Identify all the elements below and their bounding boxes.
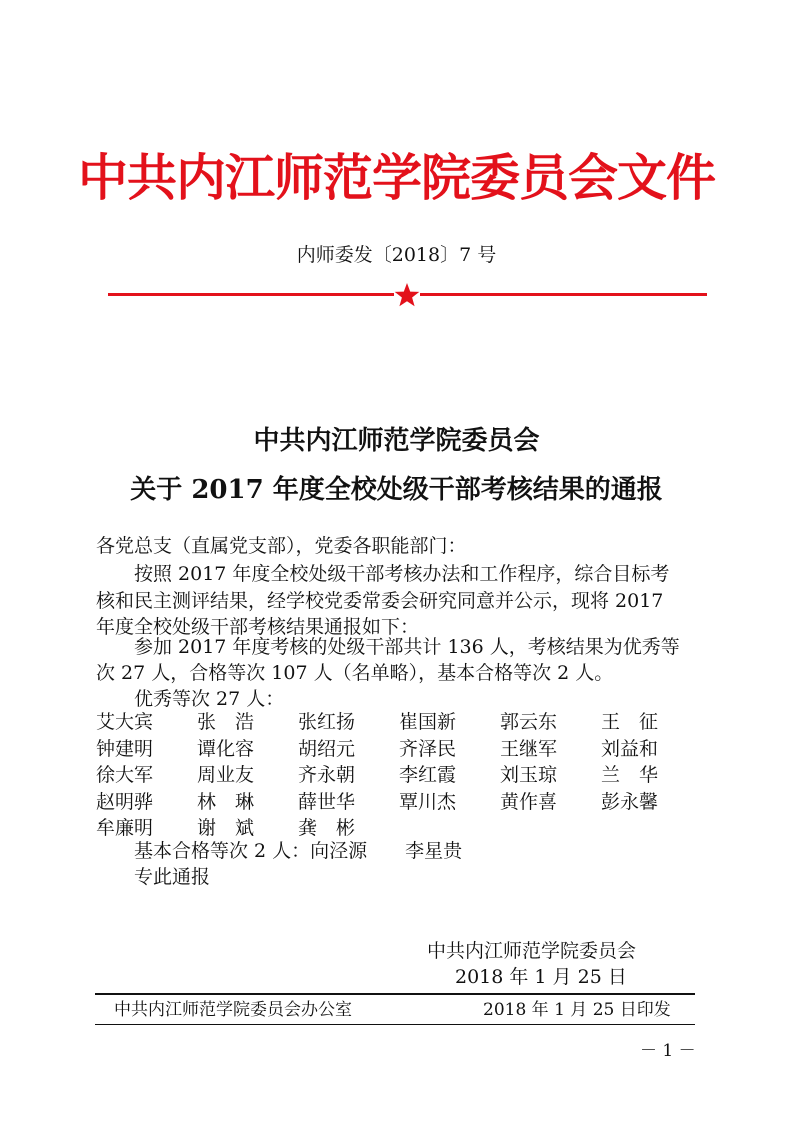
- excellent-name-list: [96, 709, 702, 842]
- name-entry: 覃川杰: [399, 790, 457, 813]
- name-entry: 黄作喜: [500, 790, 558, 813]
- name-entry: 刘玉琼: [500, 764, 558, 786]
- footer-issue-date: 2018 年 1 月 25 日印发: [483, 1000, 671, 1020]
- excellent-heading: 优秀等次 27 人：: [134, 688, 285, 710]
- name-row: [96, 709, 702, 736]
- name-entry: 齐永朝: [298, 764, 356, 786]
- paragraph-line: 按照 2017 年度全校处级干部考核办法和工作程序，综合目标考: [134, 563, 670, 585]
- name-entry: 张 浩: [197, 711, 255, 733]
- signature-organization: 中共内江师范学院委员会: [427, 940, 637, 962]
- name-entry: 郭云东: [500, 711, 558, 733]
- name-entry: 王 征: [601, 711, 659, 733]
- notice-title-line2: 关于 2017 年度全校处级干部考核结果的通报: [130, 475, 663, 505]
- name-entry: 王继军: [500, 737, 558, 760]
- name-entry: 龚 彬: [298, 817, 356, 839]
- name-entry: 张红扬: [298, 711, 356, 733]
- page-number: － 1 －: [640, 1041, 696, 1061]
- name-entry: 林 琳: [197, 790, 255, 813]
- paragraph-line: 参加 2017 年度考核的处级干部共计 136 人，考核结果为优秀等: [134, 636, 680, 658]
- footer-issuing-office: 中共内江师范学院委员会办公室: [114, 1000, 352, 1020]
- name-entry: 艾大宾: [96, 711, 154, 733]
- salutation: 各党总支（直属党支部），党委各职能部门：: [96, 535, 467, 557]
- star-icon: [394, 282, 420, 308]
- name-entry: 胡绍元: [298, 737, 356, 760]
- name-entry: 刘益和: [601, 737, 659, 760]
- paragraph-line: 核和民主测评结果，经学校党委常委会研究同意并公示，现将 2017: [96, 590, 664, 612]
- notice-title-line1: 中共内江师范学院委员会: [253, 426, 540, 456]
- footer-divider-top: [95, 993, 695, 995]
- closing-line: 专此通报: [134, 866, 211, 888]
- name-entry: 钟建明: [96, 737, 154, 760]
- signature-date: 2018 年 1 月 25 日: [455, 966, 627, 988]
- name-entry: 齐泽民: [399, 737, 457, 760]
- header-divider-right: [420, 293, 707, 296]
- name-entry: 谢 斌: [197, 817, 255, 839]
- name-entry: 牟廉明: [96, 817, 154, 839]
- name-entry: 李红霞: [399, 764, 457, 786]
- name-row: [96, 762, 702, 789]
- paragraph-line: 年度全校处级干部考核结果通报如下：: [96, 616, 420, 638]
- name-row: [96, 789, 702, 816]
- name-entry: 赵明骅: [96, 790, 154, 813]
- name-entry: 崔国新: [399, 711, 457, 733]
- footer-divider-bottom: [95, 1024, 695, 1025]
- header-divider-left: [108, 293, 394, 296]
- name-entry: 谭化容: [197, 737, 255, 760]
- name-entry: 周业友: [197, 764, 255, 786]
- name-row: [96, 736, 702, 763]
- document-number: 内师委发〔2018〕7 号: [296, 244, 497, 266]
- basic-pass-line: 基本合格等次 2 人：向泾源 李星贵: [134, 840, 463, 862]
- paragraph-line: 次 27 人，合格等次 107 人（名单略），基本合格等次 2 人。: [96, 662, 614, 684]
- name-entry: 彭永馨: [601, 790, 659, 813]
- name-entry: 徐大军: [96, 764, 154, 786]
- document-header-title: 中共内江师范学院委员会文件: [78, 148, 715, 207]
- name-entry: 兰 华: [601, 764, 659, 786]
- name-entry: 薛世华: [298, 790, 356, 813]
